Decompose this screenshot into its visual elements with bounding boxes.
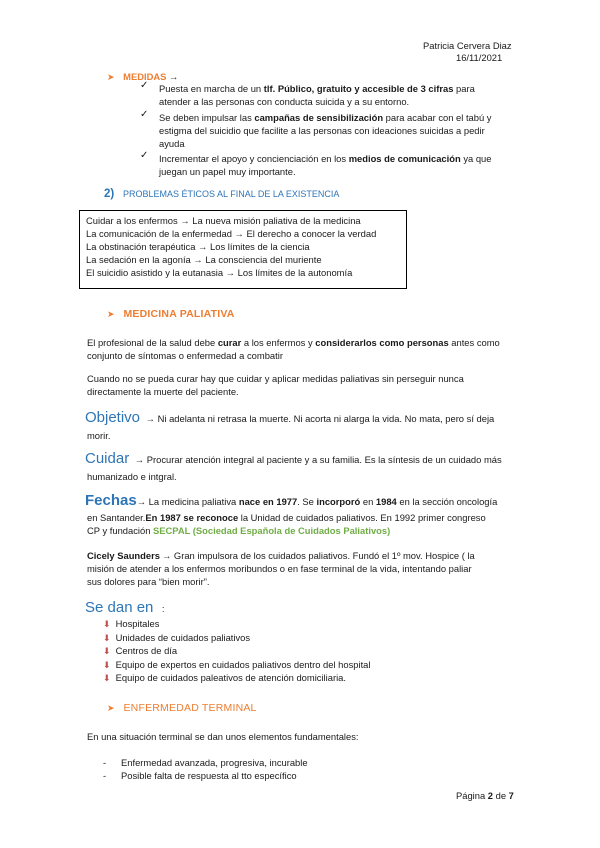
secpal-text: SECPAL (Sociedad Española de Cuidados Paliativos) [153,525,391,536]
cuidar-line2: humanizado e intgral. [87,471,177,482]
paliativa-p1: El profesional de la salud debe curar a los enfermos y considerarlos como personas antes como [87,337,500,348]
ethics-box [79,210,407,289]
objetivo-label: Objetivo [85,409,141,426]
cicely-line: Cicely Saunders → Gran impulsora de los cuidados paliativos. Fundó el 1º mov. Hospice ( la [87,550,475,561]
arrow-icon: → [136,496,147,507]
list-item: ⬇ Unidades de cuidados paliativos [103,631,251,643]
check-icon: ✓ [140,109,149,120]
cicely-line3: sus dolores para “bien morir”. [87,576,210,587]
header-date: 16/11/2021 [456,52,503,63]
down-arrow-bullet-icon: ⬇ [103,659,111,670]
check-icon: ✓ [140,80,149,91]
down-arrow-bullet-icon: ⬇ [103,632,111,643]
medidas-item-1-line2: atender a las personas con conducta suicida y a su entorno. [159,96,410,107]
list-item: ⬇ Equipo de expertos en cuidados paliativos dentro del hospital [103,658,371,670]
medidas-item-2-line3: ayuda [159,138,185,149]
se-dan-list [103,617,370,685]
ethics-line: La sedación en la agonía → La consciencia del muriente [86,254,322,265]
medidas-item-3-line2: juegan un papel muy importante. [159,166,296,177]
medidas-item-3: Incrementar el apoyo y concienciación en los medios de comunicación ya que [159,153,492,164]
page-number: Página 2 de 7 [456,790,514,801]
medidas-item-1: Puesta en marcha de un tlf. Público, gratuito y accesible de 3 cifras para [159,83,475,94]
list-item: ⬇ Centros de día [103,645,178,656]
cicely-line2: misión de atender a los enfermos moribundos o en fase terminal de la vida, intentando paliar [87,563,472,574]
arrow-bullet-icon: ➤ [107,309,115,319]
list-item: ⬇ Hospitales [103,618,160,629]
terminal-list [103,756,308,782]
arrow-icon: → [169,71,179,82]
paliativa-heading: ➤ MEDICINA PALIATIVA [107,308,235,320]
fechas-line2: en Santander.En 1987 se reconoce la Unidad de cuidados paliativos. En 1992 primer congreso [87,512,486,523]
cuidar-line: Cuidar → Procurar atención integral al paciente y a su familia. Es la síntesis de un cuidado más [85,450,502,467]
ethics-line: La comunicación de la enfermedad → El derecho a conocer la verdad [86,228,377,239]
down-arrow-bullet-icon: ⬇ [103,673,111,683]
arrow-icon: → [134,454,145,465]
arrow-bullet-icon: ➤ [107,703,115,713]
check-icon: ✓ [140,150,149,161]
down-arrow-bullet-icon: ⬇ [103,646,111,656]
list-item: - Enfermedad avanzada, progresiva, incurable [103,757,308,768]
arrow-icon: → [161,550,172,561]
list-item: - Posible falta de respuesta al tto específico [103,770,297,781]
cuidar-label: Cuidar [85,450,130,467]
down-arrow-bullet-icon: ⬇ [103,619,111,629]
arrow-bullet-icon: ➤ [107,72,115,82]
paliativa-p2: Cuando no se pueda curar hay que cuidar y aplicar medidas paliativas sin perseguir nunca [87,373,464,384]
se-dan-heading: Se dan en : [85,599,165,616]
header-author: Patricia Cervera Diaz [423,40,512,51]
paliativa-p1-line2: conjunto de síntomas o enfermedad a combatir [87,350,283,361]
section-2-heading: 2) PROBLEMAS ÉTICOS AL FINAL DE LA EXISTENCIA [104,188,340,200]
terminal-intro: En una situación terminal se dan unos elementos fundamentales: [87,731,359,742]
medidas-title: MEDIDAS [123,71,167,82]
medidas-item-2: Se deben impulsar las campañas de sensibilización para acabar con el tabú y [159,112,492,123]
list-item: ⬇ Equipo de cuidados paleativos de atención domiciliaria. [103,672,346,683]
objetivo-line: Objetivo → Ni adelanta ni retrasa la muerte. Ni acorta ni alarga la vida. No mata, pero sí deja [85,409,495,426]
paliativa-p2-line2: directamente la muerte del paciente. [87,386,239,397]
arrow-icon: → [145,413,156,424]
fechas-line: Fechas→ La medicina paliativa nace en 1977. Se incorporó en 1984 en la sección oncología [85,492,498,509]
ethics-line: Cuidar a los enfermos → La nueva misión paliativa de la medicina [86,215,361,226]
fechas-label: Fechas [85,492,137,509]
ethics-line: La obstinación terapéutica → Los límites de la ciencia [86,241,310,252]
objetivo-line2: morir. [87,430,111,441]
ethics-line: El suicidio asistido y la eutanasia → Los límites de la autonomía [86,267,353,278]
medidas-item-2-line2: estigma del suicidio que facilite a las personas con ideaciones suicidas a pedir [159,125,485,136]
terminal-heading: ➤ ENFERMEDAD TERMINAL [107,702,257,714]
cicely-name: Cicely Saunders [87,550,160,561]
fechas-line3: CP y fundación SECPAL (Sociedad Española de Cuidados Paliativos) [87,525,391,536]
